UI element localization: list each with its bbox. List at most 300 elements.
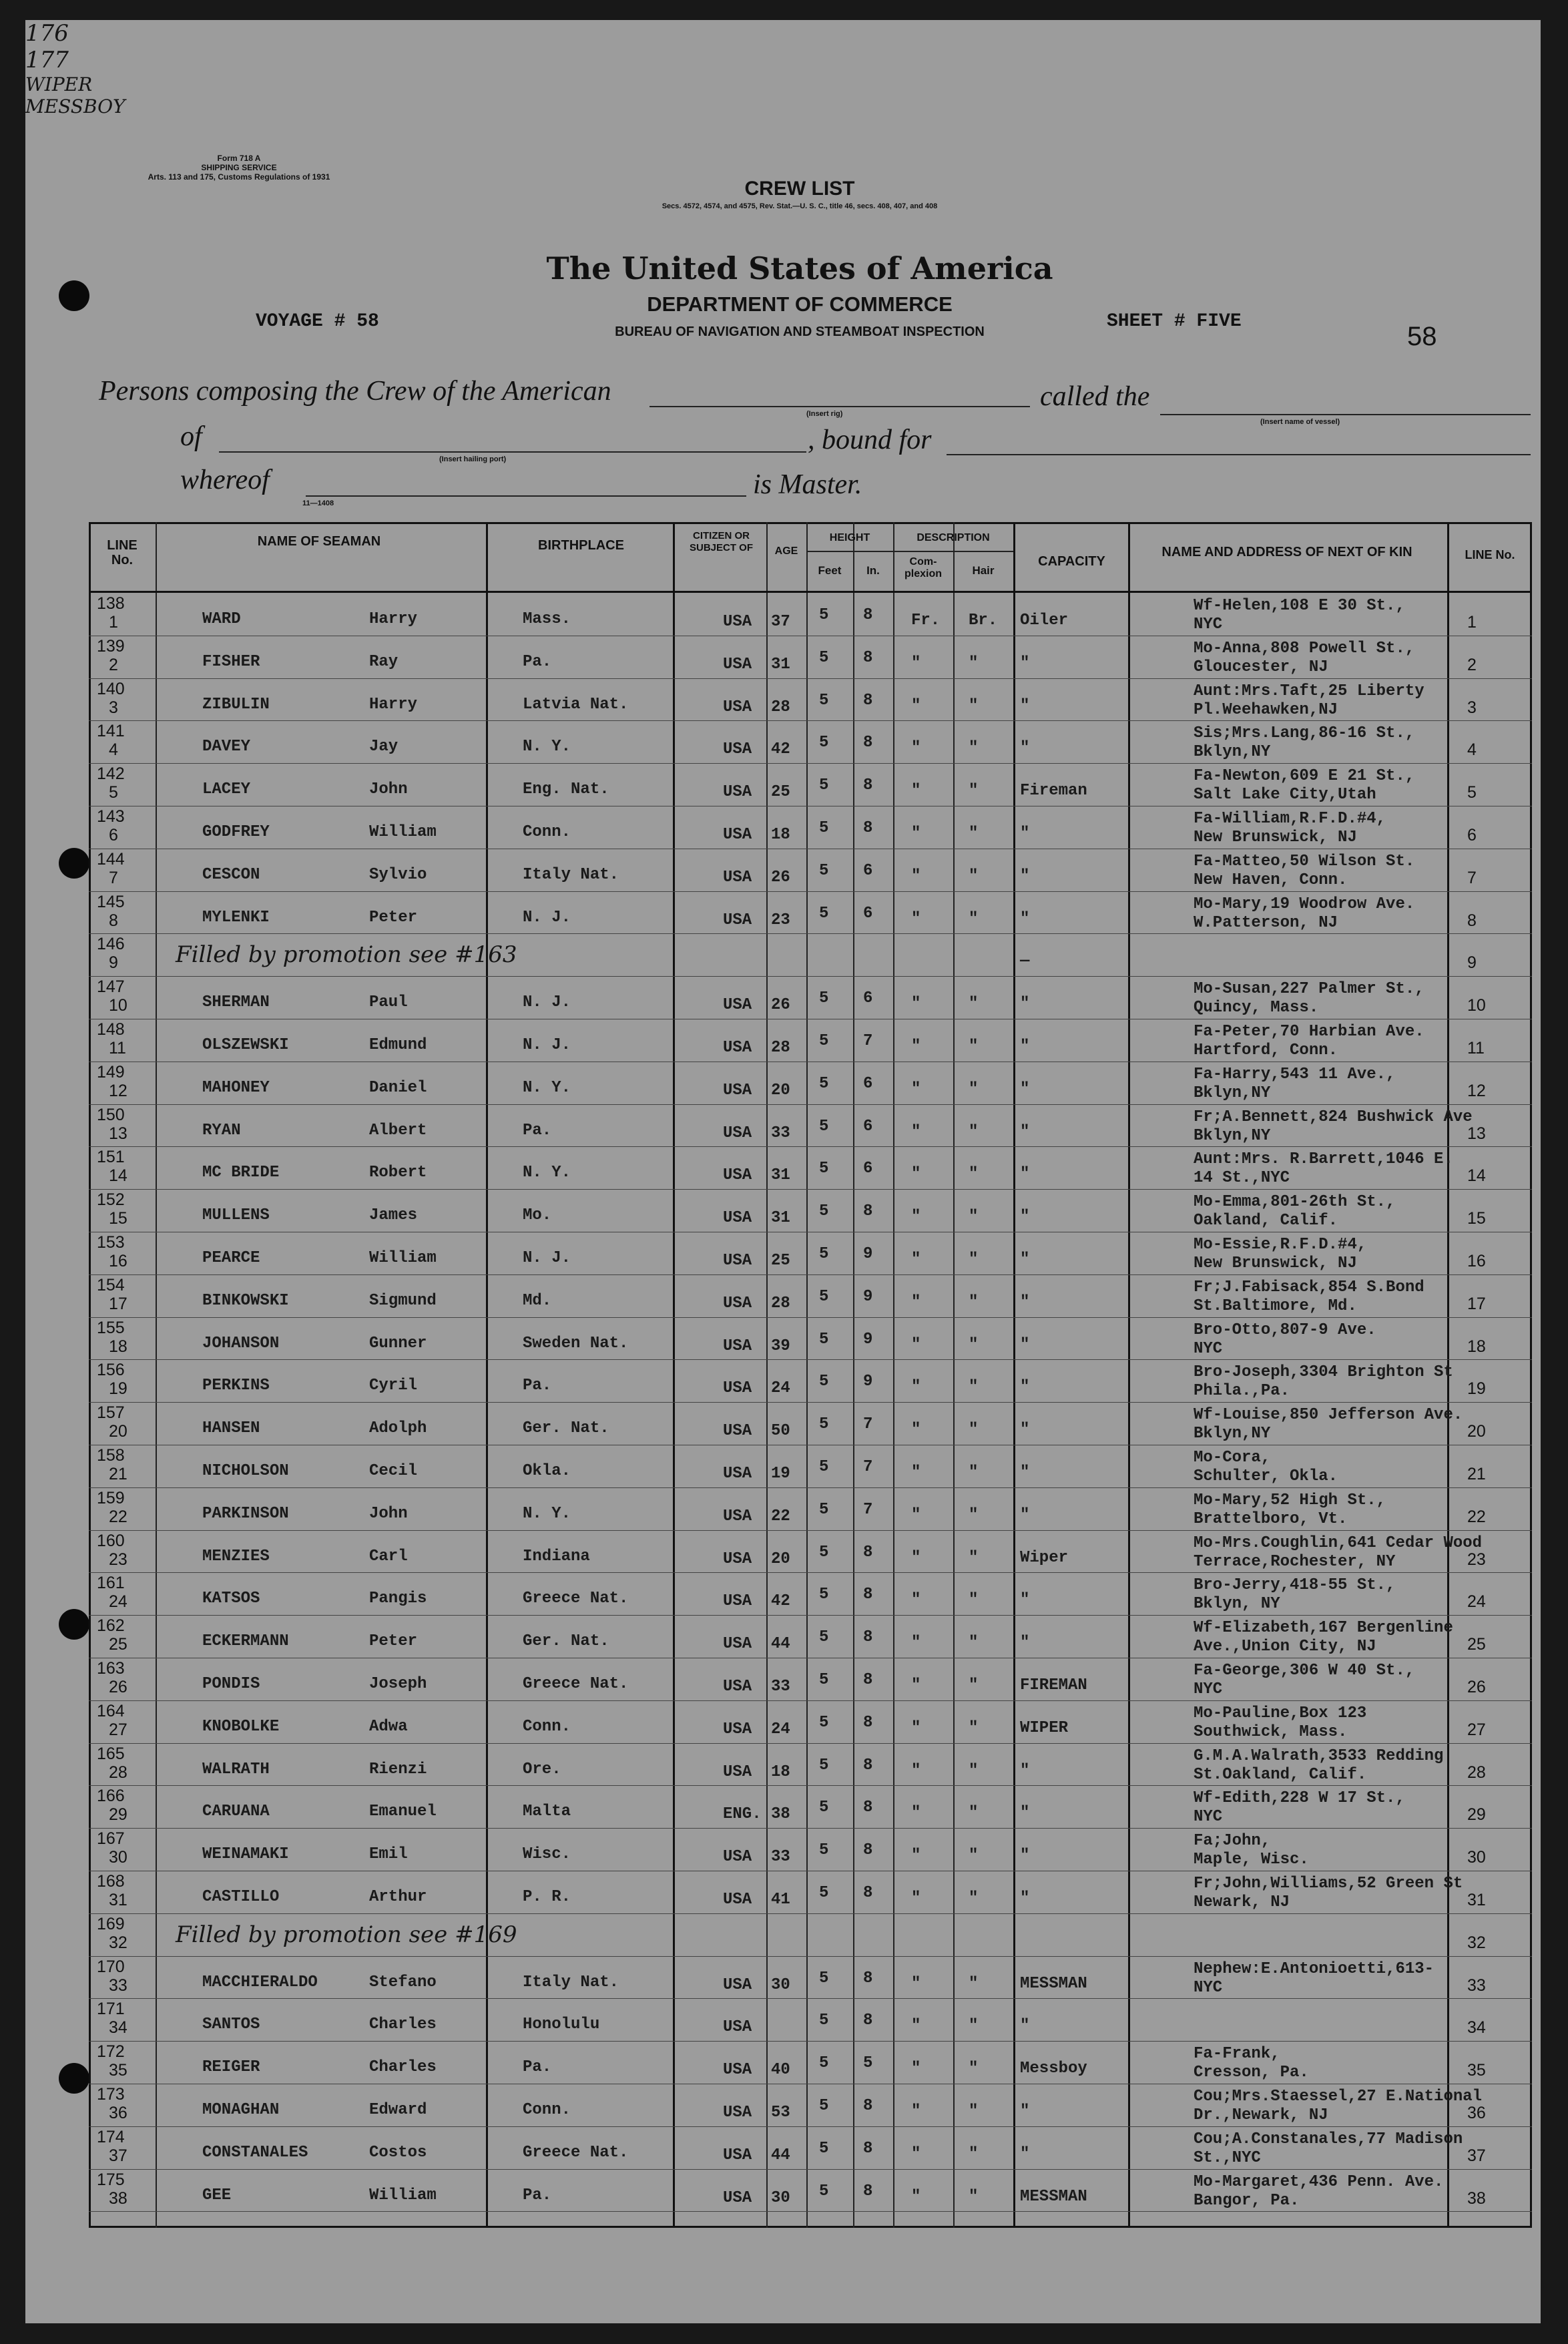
cell-cit: USA bbox=[723, 783, 752, 802]
line-number-right: 26 bbox=[1467, 1678, 1486, 1696]
cell-in: 9 bbox=[863, 1245, 873, 1263]
cell-age: 31 bbox=[771, 655, 790, 674]
kin-line-1: Wf-Helen,108 E 30 St., bbox=[1194, 597, 1405, 615]
cell-cit: USA bbox=[723, 613, 752, 631]
header-height: HEIGHT bbox=[829, 532, 870, 543]
cell-first: Adolph bbox=[369, 1419, 427, 1438]
cell-first: Sigmund bbox=[369, 1291, 437, 1310]
cell-last: FISHER bbox=[202, 652, 260, 671]
cell-birth: Pa. bbox=[523, 1121, 552, 1140]
cell-last: BINKOWSKI bbox=[202, 1291, 289, 1310]
cell-hair: " bbox=[969, 1718, 979, 1737]
cell-in: 8 bbox=[863, 1756, 873, 1775]
cell-hair: " bbox=[969, 825, 979, 843]
cell-last: MC BRIDE bbox=[202, 1164, 280, 1182]
cell-first: Ray bbox=[369, 652, 399, 671]
header-next-of-kin: NAME AND ADDRESS OF NEXT OF KIN bbox=[1161, 545, 1412, 559]
cell-hair: " bbox=[969, 1037, 979, 1056]
cell-in: 8 bbox=[863, 2097, 873, 2115]
cell-first: William bbox=[369, 823, 437, 841]
cell-last: MENZIES bbox=[202, 1547, 270, 1566]
cell-first: Harry bbox=[369, 695, 418, 714]
cell-last: MAHONEY bbox=[202, 1078, 270, 1097]
cell-birth: N. J. bbox=[523, 908, 571, 927]
line-number-right: 28 bbox=[1467, 1763, 1486, 1782]
cell-comp: " bbox=[911, 1761, 921, 1780]
serial-number: 161 bbox=[97, 1574, 125, 1593]
cell-hair: " bbox=[969, 2017, 979, 2036]
cell-ft: 5 bbox=[819, 606, 829, 624]
kin-line-2: Newark, NJ bbox=[1194, 1893, 1290, 1911]
cell-ft: 5 bbox=[819, 1884, 829, 1902]
cell-cap: " bbox=[1020, 1080, 1030, 1098]
cell-comp: " bbox=[911, 739, 921, 758]
table-row bbox=[89, 1146, 1532, 1189]
cell-ft: 5 bbox=[819, 1245, 829, 1263]
cell-cit: USA bbox=[723, 2188, 752, 2207]
cell-age: 18 bbox=[771, 826, 790, 844]
kin-line-2: NYC bbox=[1194, 1978, 1223, 1997]
cell-cap: " bbox=[1020, 1463, 1030, 1481]
kin-line-1: Nephew:E.Antonioetti,613- bbox=[1194, 1959, 1434, 1978]
table-row bbox=[89, 1104, 1532, 1147]
kin-line-1: Fa-Peter,70 Harbian Ave. bbox=[1194, 1023, 1424, 1041]
cell-comp: " bbox=[911, 1591, 921, 1610]
cell-in: 6 bbox=[863, 1160, 873, 1178]
line-number: 27 bbox=[109, 1720, 127, 1739]
kin-line-1: Fa-Matteo,50 Wilson St. bbox=[1194, 852, 1415, 871]
cell-age: 42 bbox=[771, 740, 790, 759]
cell-cit: USA bbox=[723, 1166, 752, 1185]
cell-first: Jay bbox=[369, 738, 399, 756]
cell-last: GEE bbox=[202, 2186, 232, 2204]
cell-age: 19 bbox=[771, 1465, 790, 1483]
cell-cap: " bbox=[1020, 654, 1030, 672]
line-number: 9 bbox=[109, 953, 118, 973]
kin-line-1: Mo-Emma,801-26th St., bbox=[1194, 1193, 1396, 1212]
cell-comp: " bbox=[911, 825, 921, 843]
line-number-right: 9 bbox=[1467, 953, 1477, 973]
serial-number: 171 bbox=[97, 2000, 125, 2019]
line-number-right: 15 bbox=[1467, 1209, 1486, 1228]
line-number-right: 8 bbox=[1467, 911, 1477, 930]
bound-for-label: , bound for bbox=[808, 425, 932, 455]
bureau-heading: BUREAU OF NAVIGATION AND STEAMBOAT INSPECTION bbox=[615, 324, 985, 339]
cell-first: Carl bbox=[369, 1547, 408, 1566]
cell-cit: USA bbox=[723, 2061, 752, 2080]
cell-comp: " bbox=[911, 1804, 921, 1823]
line-number: 2 bbox=[109, 655, 118, 674]
table-row bbox=[89, 1232, 1532, 1274]
cell-age: 31 bbox=[771, 1209, 790, 1228]
cell-comp: " bbox=[911, 1676, 921, 1694]
cell-cap: MESSMAN bbox=[1020, 2187, 1087, 2206]
cell-comp: " bbox=[911, 2017, 921, 2036]
cell-cit: USA bbox=[723, 826, 752, 844]
kin-line-1: Mo-Mary,52 High St., bbox=[1194, 1491, 1386, 1509]
kin-line-1: G.M.A.Walrath,3533 Redding bbox=[1194, 1746, 1444, 1765]
cell-birth: Eng. Nat. bbox=[523, 780, 609, 799]
cell-first: Charles bbox=[369, 2058, 437, 2077]
cell-birth: Pa. bbox=[523, 1377, 552, 1395]
table-row bbox=[89, 933, 1532, 976]
kin-line-1: Mo-Essie,R.F.D.#4, bbox=[1194, 1236, 1367, 1254]
cell-birth: Pa. bbox=[523, 652, 552, 671]
cell-cit: USA bbox=[723, 1124, 752, 1142]
cell-first: Peter bbox=[369, 908, 418, 927]
kin-line-1: Wf-Louise,850 Jefferson Ave. bbox=[1194, 1406, 1463, 1425]
table-row bbox=[89, 1402, 1532, 1445]
cell-age: 20 bbox=[771, 1550, 790, 1568]
table-row bbox=[89, 1913, 1532, 1956]
cell-comp: " bbox=[911, 1208, 921, 1226]
cell-ft: 5 bbox=[819, 2012, 829, 2030]
cell-cap: " bbox=[1020, 1037, 1030, 1056]
punch-hole bbox=[59, 1609, 89, 1640]
table-row bbox=[89, 1956, 1532, 1999]
cell-hair: " bbox=[969, 1847, 979, 1865]
cell-cit: USA bbox=[723, 1422, 752, 1441]
line-number-right: 25 bbox=[1467, 1635, 1486, 1654]
subheader-divider bbox=[806, 551, 1013, 552]
cell-birth: Sweden Nat. bbox=[523, 1334, 629, 1353]
cell-in: 8 bbox=[863, 1202, 873, 1221]
serial-number: 144 bbox=[97, 849, 125, 869]
cell-in: 9 bbox=[863, 1373, 873, 1391]
cell-in: 8 bbox=[863, 1586, 873, 1604]
header-inches: In. bbox=[866, 564, 880, 577]
cell-cap: " bbox=[1020, 2144, 1030, 2163]
table-row bbox=[89, 1572, 1532, 1615]
kin-line-2: Oakland, Calif. bbox=[1194, 1212, 1338, 1230]
line-number-right: 24 bbox=[1467, 1592, 1486, 1612]
cell-in: 8 bbox=[863, 1628, 873, 1647]
serial-number: 166 bbox=[97, 1787, 125, 1806]
kin-line-1: Mo-Pauline,Box 123 bbox=[1194, 1704, 1367, 1722]
cell-first: William bbox=[369, 1249, 437, 1267]
cell-cit: USA bbox=[723, 1678, 752, 1696]
cell-in: 8 bbox=[863, 691, 873, 710]
cell-age: 33 bbox=[771, 1848, 790, 1867]
cell-comp: " bbox=[911, 1037, 921, 1056]
cell-in: 8 bbox=[863, 2012, 873, 2030]
cell-birth: Latvia Nat. bbox=[523, 695, 629, 714]
insert-port-caption: (Insert hailing port) bbox=[439, 455, 507, 463]
cell-birth: Indiana bbox=[523, 1547, 590, 1566]
cell-cit: USA bbox=[723, 1550, 752, 1568]
cell-first: Adwa bbox=[369, 1717, 408, 1736]
line-number: 17 bbox=[109, 1294, 127, 1313]
cell-in: 8 bbox=[863, 648, 873, 667]
serial-number: 156 bbox=[97, 1361, 125, 1380]
serial-number: 165 bbox=[97, 1744, 125, 1763]
header-complexion: Com-plexion bbox=[904, 556, 942, 579]
page-number: 58 bbox=[1407, 322, 1437, 351]
cell-age: 38 bbox=[771, 1805, 790, 1824]
cell-cap: " bbox=[1020, 1889, 1030, 1907]
table-row bbox=[89, 593, 1532, 636]
cell-age: 42 bbox=[771, 1592, 790, 1611]
serial-number: 142 bbox=[97, 764, 125, 784]
cell-first: Charles bbox=[369, 2016, 437, 2034]
line-number-right: 21 bbox=[1467, 1465, 1486, 1483]
kin-line-2: Cresson, Pa. bbox=[1194, 2064, 1309, 2082]
cell-cap: " bbox=[1020, 696, 1030, 715]
cell-age: 44 bbox=[771, 1635, 790, 1654]
cell-in: 9 bbox=[863, 1330, 873, 1349]
line-number-right: 3 bbox=[1467, 698, 1477, 717]
line-number: 3 bbox=[109, 698, 118, 717]
cell-birth: N. J. bbox=[523, 1036, 571, 1054]
header-line-no: LINE No. bbox=[107, 538, 138, 567]
cell-cit: ENG. bbox=[723, 1805, 762, 1824]
line-number-right: 18 bbox=[1467, 1337, 1486, 1356]
table-row bbox=[89, 1658, 1532, 1700]
table-row bbox=[89, 678, 1532, 721]
cell-cit: USA bbox=[723, 1209, 752, 1228]
serial-number: 157 bbox=[97, 1403, 125, 1423]
kin-line-1: Cou;A.Constanales,77 Madison bbox=[1194, 2130, 1463, 2148]
line-number-right: 13 bbox=[1467, 1124, 1486, 1143]
cell-last: KNOBOLKE bbox=[202, 1717, 280, 1736]
cell-first: Sylvio bbox=[369, 865, 427, 884]
line-number: 14 bbox=[109, 1166, 127, 1186]
serial-number: 167 bbox=[97, 1829, 125, 1849]
line-number-right: 11 bbox=[1467, 1039, 1485, 1058]
kin-line-1: Fa-Harry,543 11 Ave., bbox=[1194, 1065, 1396, 1084]
cell-cap: " bbox=[1020, 1591, 1030, 1610]
cell-last: CARUANA bbox=[202, 1803, 270, 1821]
cell-comp: " bbox=[911, 1335, 921, 1354]
cell-ft: 5 bbox=[819, 1415, 829, 1434]
kin-line-1: Mo-Mrs.Coughlin,641 Cedar Wood bbox=[1194, 1534, 1483, 1552]
cell-first: Paul bbox=[369, 993, 408, 1012]
line-number: 32 bbox=[109, 1933, 127, 1952]
cell-birth: Okla. bbox=[523, 1462, 571, 1480]
kin-line-1: Bro-Joseph,3304 Brighton St bbox=[1194, 1363, 1453, 1382]
cell-age: 33 bbox=[771, 1678, 790, 1696]
cell-hair: " bbox=[969, 1122, 979, 1141]
kin-line-1: Cou;Mrs.Staessel,27 E.National bbox=[1194, 2088, 1483, 2106]
cell-cit: USA bbox=[723, 1081, 752, 1100]
cell-first: Gunner bbox=[369, 1334, 427, 1353]
cell-ft: 5 bbox=[819, 1032, 829, 1050]
cell-first: John bbox=[369, 1504, 408, 1523]
line-number: 6 bbox=[109, 826, 118, 845]
cell-comp: " bbox=[911, 1463, 921, 1481]
of-label: of bbox=[180, 421, 202, 452]
cell-hair: " bbox=[969, 696, 979, 715]
cell-hair: " bbox=[969, 995, 979, 1013]
line-number: 1 bbox=[109, 613, 118, 632]
serial-number: 164 bbox=[97, 1701, 125, 1720]
whereof-label: whereof bbox=[180, 465, 270, 495]
line-number-right: 4 bbox=[1467, 740, 1477, 760]
line-number: 15 bbox=[109, 1209, 127, 1228]
cell-ft: 5 bbox=[819, 2097, 829, 2115]
cell-birth: Ger. Nat. bbox=[523, 1632, 609, 1651]
cell-birth: Ger. Nat. bbox=[523, 1419, 609, 1438]
insert-vessel-caption: (Insert name of vessel) bbox=[1260, 418, 1340, 426]
cell-cap: MESSMAN bbox=[1020, 1974, 1087, 1993]
kin-line-2: Bklyn,NY bbox=[1194, 743, 1271, 762]
table-row bbox=[89, 1743, 1532, 1786]
cell-ft: 5 bbox=[819, 1117, 829, 1136]
cell-birth: Mass. bbox=[523, 610, 571, 628]
cell-ft: 5 bbox=[819, 2182, 829, 2200]
line-number: 28 bbox=[109, 1763, 127, 1782]
cell-hair: " bbox=[969, 1335, 979, 1354]
line-number: 33 bbox=[109, 1975, 127, 1995]
cell-last: REIGER bbox=[202, 2058, 260, 2077]
kin-line-2: NYC bbox=[1194, 616, 1223, 634]
cell-cap: Messboy bbox=[1020, 2060, 1087, 2078]
cell-hair: " bbox=[969, 782, 979, 800]
cell-ft: 5 bbox=[819, 819, 829, 837]
cell-last: OLSZEWSKI bbox=[202, 1036, 289, 1054]
cell-last: PONDIS bbox=[202, 1675, 260, 1693]
punch-hole bbox=[59, 848, 89, 879]
kin-line-2: W.Patterson, NJ bbox=[1194, 913, 1338, 932]
cell-cit: USA bbox=[723, 1507, 752, 1526]
cell-first: Edmund bbox=[369, 1036, 427, 1054]
kin-line-1: Fa;John, bbox=[1194, 1832, 1271, 1851]
line-number: 18 bbox=[109, 1337, 127, 1356]
footer-messboy: MESSBOY bbox=[25, 95, 125, 118]
cell-cit: USA bbox=[723, 1039, 752, 1057]
cell-comp: " bbox=[911, 1080, 921, 1098]
cell-cit: USA bbox=[723, 2104, 752, 2122]
cell-age: 40 bbox=[771, 2061, 790, 2080]
footer-177: 177 bbox=[25, 47, 69, 73]
cell-ft: 5 bbox=[819, 1799, 829, 1817]
serial-number: 170 bbox=[97, 1957, 125, 1976]
cell-ft: 5 bbox=[819, 1586, 829, 1604]
cell-comp: " bbox=[911, 867, 921, 885]
kin-line-2: St.,NYC bbox=[1194, 2148, 1261, 2167]
cell-in: 6 bbox=[863, 861, 873, 880]
cell-age: 44 bbox=[771, 2146, 790, 2164]
kin-line-1: Mo-Cora, bbox=[1194, 1449, 1271, 1467]
kin-line-2: New Haven, Conn. bbox=[1194, 871, 1348, 889]
table-row bbox=[89, 806, 1532, 849]
header-description: DESCRIPTION bbox=[917, 532, 990, 543]
cell-last: WEINAMAKI bbox=[202, 1845, 289, 1864]
table-row bbox=[89, 1019, 1532, 1062]
cell-first: Emil bbox=[369, 1845, 408, 1864]
cell-cap: " bbox=[1020, 1378, 1030, 1397]
cell-comp: " bbox=[911, 654, 921, 672]
cell-hair: " bbox=[969, 1421, 979, 1439]
persons-composing-label: Persons composing the Crew of the American bbox=[99, 376, 611, 407]
cell-cap: " bbox=[1020, 739, 1030, 758]
cell-in: 8 bbox=[863, 819, 873, 837]
line-number-right: 33 bbox=[1467, 1975, 1486, 1995]
line-number-right: 17 bbox=[1467, 1294, 1486, 1313]
cell-cap: " bbox=[1020, 1421, 1030, 1439]
table-row bbox=[89, 2126, 1532, 2169]
cell-comp: " bbox=[911, 2144, 921, 2163]
cell-age: 22 bbox=[771, 1507, 790, 1526]
cell-cit: USA bbox=[723, 1252, 752, 1270]
cell-hair: " bbox=[969, 1591, 979, 1610]
cell-last: DAVEY bbox=[202, 738, 251, 756]
insert-rig-caption: (Insert rig) bbox=[806, 410, 843, 418]
cell-last: PEARCE bbox=[202, 1249, 260, 1267]
cell-in: 7 bbox=[863, 1032, 873, 1050]
cell-in: 8 bbox=[863, 1884, 873, 1902]
cell-comp: " bbox=[911, 782, 921, 800]
cell-cap: WIPER bbox=[1020, 1718, 1069, 1737]
cell-cit: USA bbox=[723, 1975, 752, 1994]
cell-cap: Oiler bbox=[1020, 612, 1069, 630]
cell-cit: USA bbox=[723, 655, 752, 674]
kin-line-2: Brattelboro, Vt. bbox=[1194, 1509, 1348, 1528]
cell-in: 8 bbox=[863, 2182, 873, 2200]
line-number: 35 bbox=[109, 2061, 127, 2080]
line-number: 34 bbox=[109, 2018, 127, 2038]
table-row bbox=[89, 2169, 1532, 2212]
cell-in: 6 bbox=[863, 989, 873, 1008]
cell-hair: " bbox=[969, 1293, 979, 1311]
cell-first: Emanuel bbox=[369, 1803, 437, 1821]
cell-last: PARKINSON bbox=[202, 1504, 289, 1523]
serial-number: 174 bbox=[97, 2127, 125, 2146]
line-number-right: 20 bbox=[1467, 1422, 1486, 1441]
cell-birth: Conn. bbox=[523, 2101, 571, 2119]
cell-comp: " bbox=[911, 696, 921, 715]
cell-cit: USA bbox=[723, 740, 752, 759]
cell-in: 7 bbox=[863, 1458, 873, 1476]
header-name: NAME OF SEAMAN bbox=[257, 534, 381, 549]
cell-birth: Greece Nat. bbox=[523, 1675, 629, 1693]
kin-line-1: Aunt:Mrs. R.Barrett,1046 E. bbox=[1194, 1150, 1453, 1169]
kin-line-2: Maple, Wisc. bbox=[1194, 1851, 1309, 1869]
kin-line-2: Southwick, Mass. bbox=[1194, 1722, 1348, 1741]
line-number: 21 bbox=[109, 1465, 127, 1483]
kin-line-2: Bklyn,NY bbox=[1194, 1425, 1271, 1443]
cell-cap: " bbox=[1020, 1165, 1030, 1184]
cell-hair: " bbox=[969, 909, 979, 928]
cell-birth: N. Y. bbox=[523, 1078, 571, 1097]
cell-birth: Greece Nat. bbox=[523, 2143, 629, 2162]
cell-last: MYLENKI bbox=[202, 908, 270, 927]
cell-cit: USA bbox=[723, 1720, 752, 1738]
cell-ft: 5 bbox=[819, 734, 829, 752]
cell-first: Cyril bbox=[369, 1377, 418, 1395]
table-row bbox=[89, 1317, 1532, 1360]
line-number: 22 bbox=[109, 1507, 127, 1526]
crew-list-document bbox=[25, 20, 1541, 2323]
serial-number: 158 bbox=[97, 1446, 125, 1465]
line-number-right: 12 bbox=[1467, 1081, 1486, 1100]
cell-comp: " bbox=[911, 909, 921, 928]
cell-hair: " bbox=[969, 2144, 979, 2163]
cell-cap: " bbox=[1020, 1122, 1030, 1141]
line-number-right: 36 bbox=[1467, 2104, 1486, 2122]
cell-in: 9 bbox=[863, 1287, 873, 1306]
serial-number: 141 bbox=[97, 722, 125, 741]
cell-cit: USA bbox=[723, 2018, 752, 2037]
cell-cit: USA bbox=[723, 1848, 752, 1867]
serial-number: 147 bbox=[97, 977, 125, 997]
line-number: 4 bbox=[109, 740, 118, 760]
cell-birth: N. J. bbox=[523, 1249, 571, 1267]
cell-first: Stefano bbox=[369, 1973, 437, 1991]
line-number: 16 bbox=[109, 1252, 127, 1270]
cell-ft: 5 bbox=[819, 648, 829, 667]
kin-line-2: Bangor, Pa. bbox=[1194, 2191, 1300, 2210]
